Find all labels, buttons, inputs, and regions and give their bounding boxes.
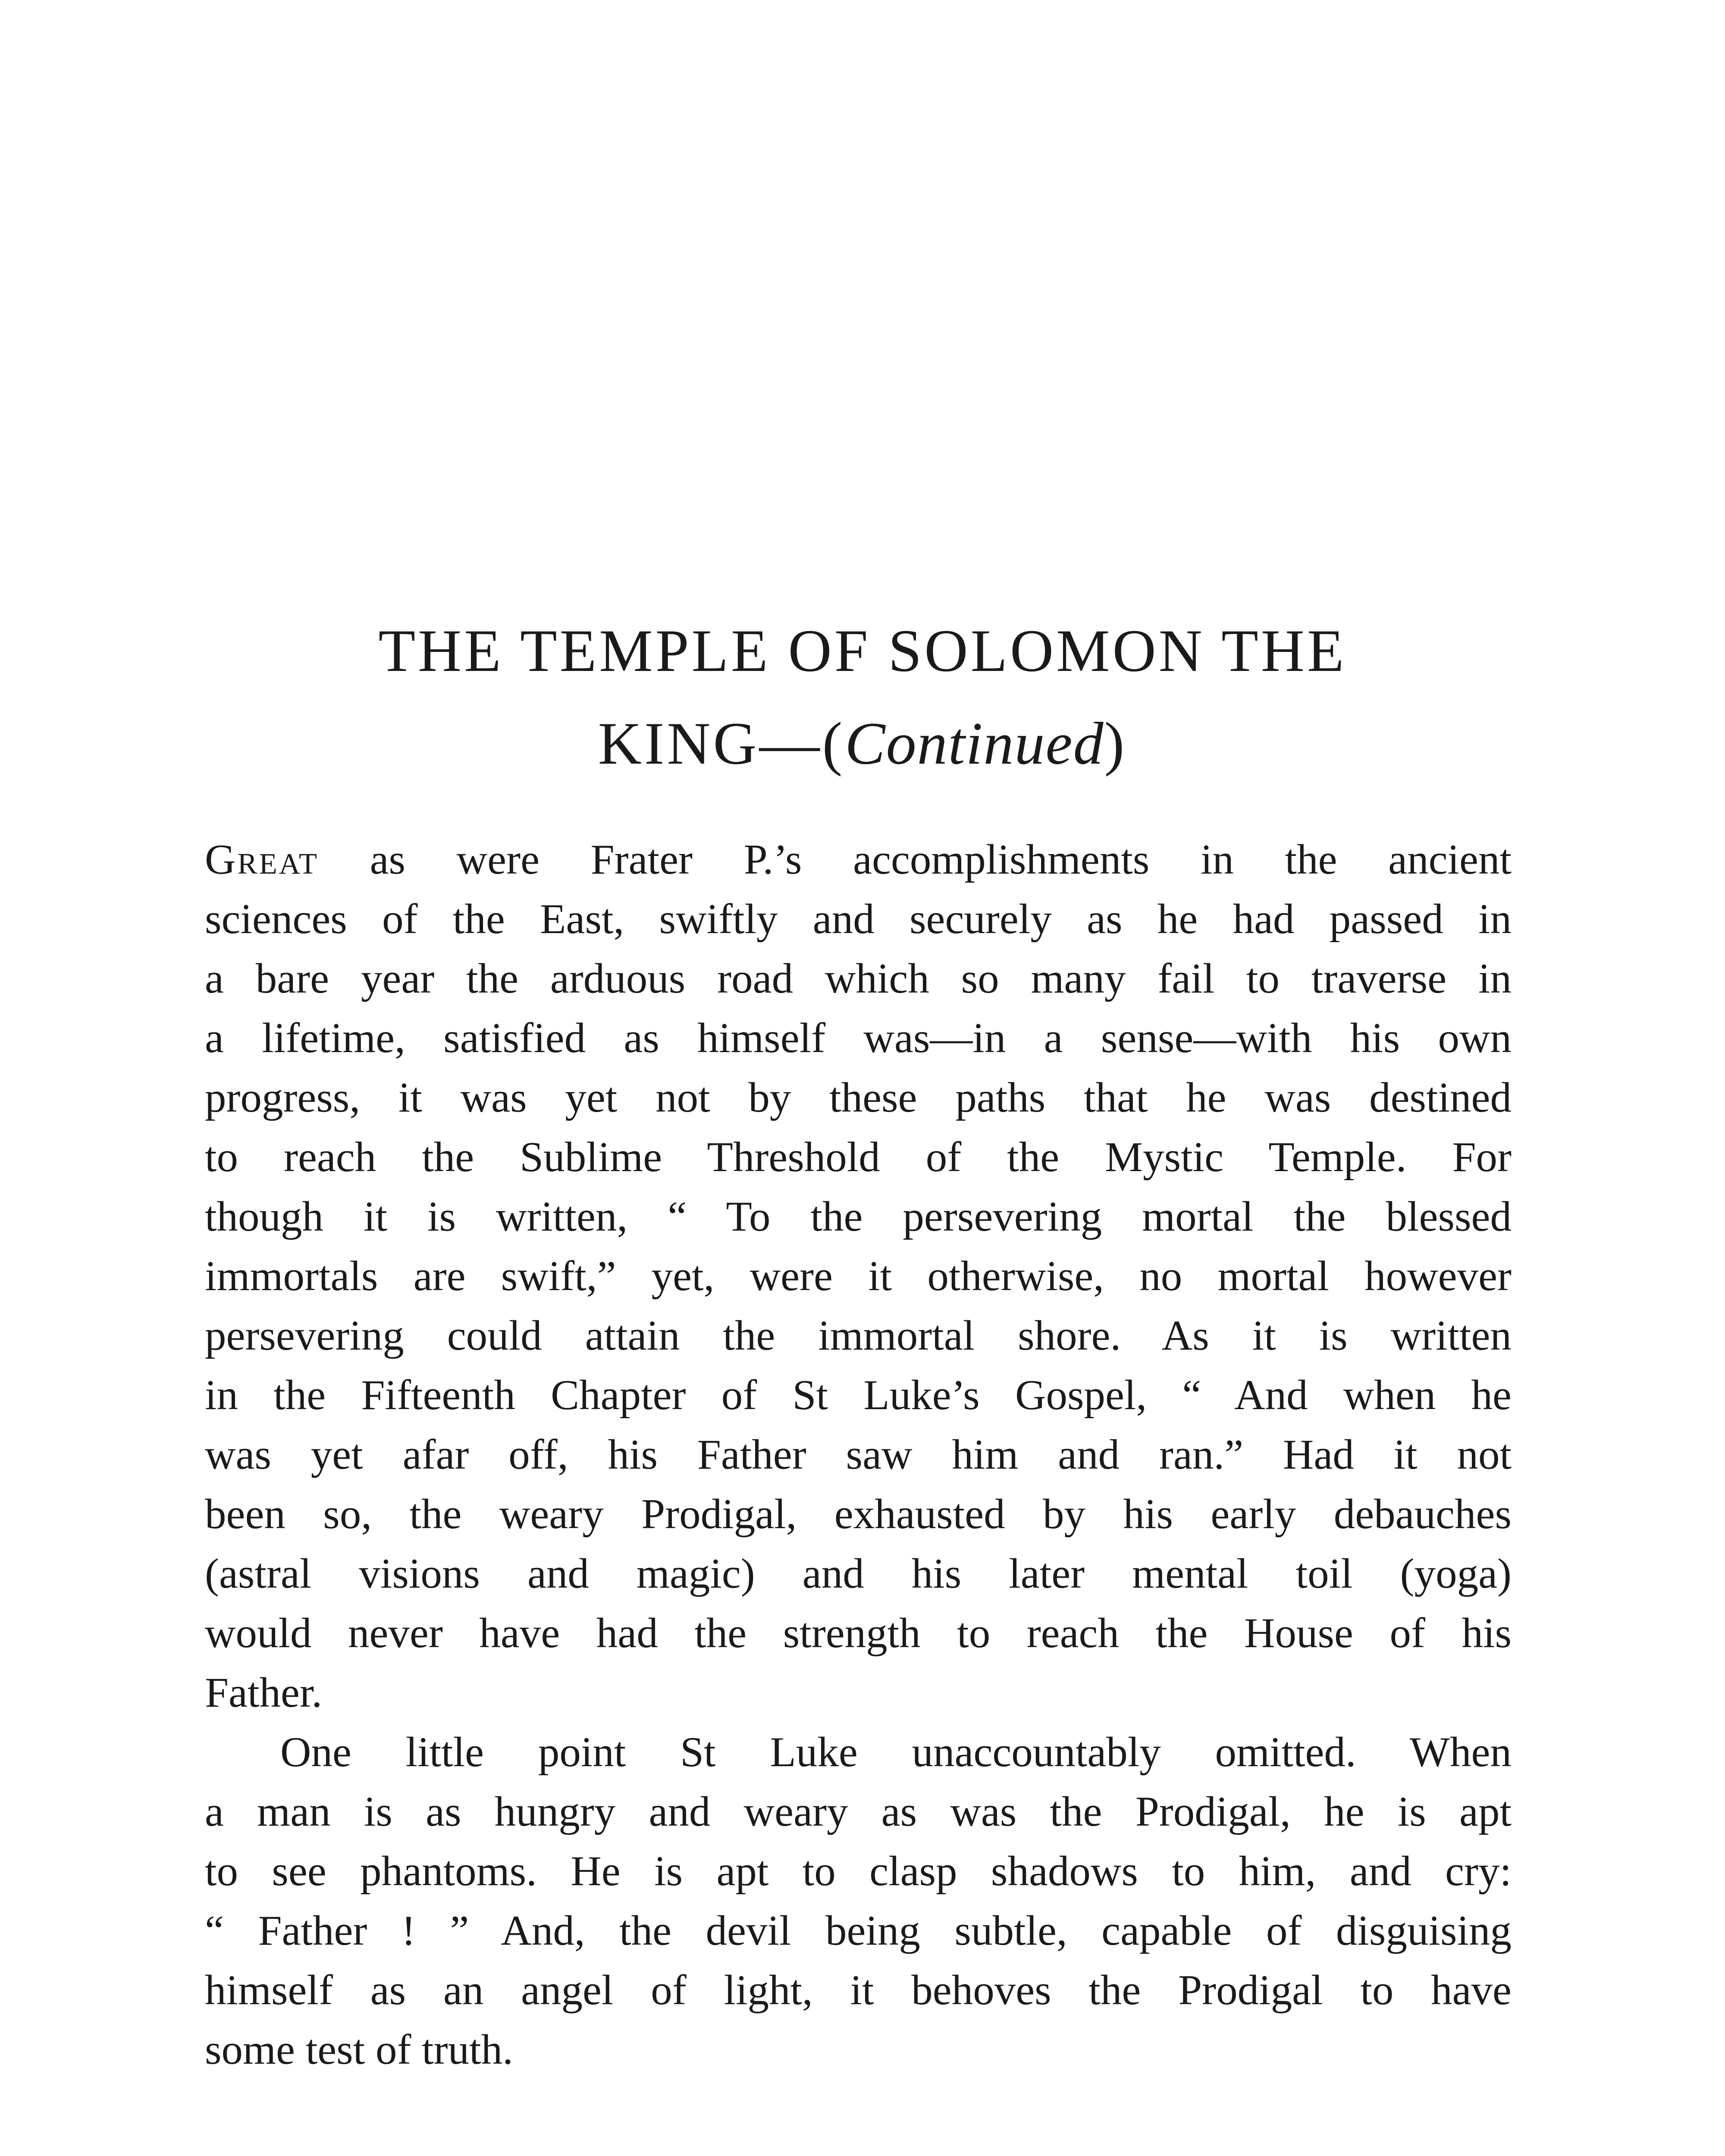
paragraph-1-line: Father. (205, 1669, 323, 1716)
paragraph-2-line: “ Father ! ” And, the devil being subtle, capable of disguising (205, 1907, 1512, 1954)
paragraph-1-line: been so, the weary Prodigal, exhausted by his early debauches (205, 1491, 1512, 1538)
chapter-title-close-paren: ) (1104, 710, 1127, 777)
paragraph-1-line: a lifetime, satisfied as himself was—in a sense—with his own (205, 1015, 1512, 1062)
paragraph-1-line: a bare year the arduous road which so many fail to traverse in (205, 955, 1512, 1002)
paragraph-1-line: progress, it was yet not by these paths that he was destined (205, 1074, 1512, 1121)
paragraph-2-line: some test of truth. (205, 2026, 513, 2073)
chapter-title-continued: Continued (845, 710, 1104, 777)
paragraph-1-line: though it is written, “ To the persevering mortal the blessed (205, 1193, 1512, 1240)
paragraph-1-line: was yet afar off, his Father saw him and ran.” Had it not (205, 1431, 1512, 1478)
paragraph-1-line (205, 830, 1512, 890)
chapter-title-line-1: THE TEMPLE OF SOLOMON THE (378, 617, 1347, 684)
paragraph-1-line: to reach the Sublime Threshold of the Mystic Temple. For (205, 1134, 1512, 1181)
chapter-title-king: KING—( (598, 710, 845, 777)
paragraph-1-line-text: as were Frater P.’s accomplishments in the ancient (319, 836, 1512, 883)
paragraph-1-line: sciences of the East, swiftly and securely as he had passed in (205, 896, 1512, 943)
paragraph-1-line: immortals are swift,” yet, were it otherwise, no mortal however (205, 1253, 1512, 1300)
paragraph-1-line: would never have had the strength to reach the House of his (205, 1610, 1512, 1657)
chapter-title-line-2 (203, 710, 1522, 777)
paragraph-2-line: to see phantoms. He is apt to clasp shadows to him, and cry: (205, 1848, 1512, 1895)
paragraph-1-line: (astral visions and magic) and his later mental toil (yoga) (205, 1550, 1512, 1597)
body-text (205, 830, 1512, 2080)
paragraph-2-line: himself as an angel of light, it behoves the Prodigal to have (205, 1967, 1512, 2014)
paragraph-2-line: One little point St Luke unaccountably omitted. When (280, 1729, 1512, 1776)
paragraph-1-line: persevering could attain the immortal shore. As it is written (205, 1312, 1512, 1359)
paragraph-1-line: in the Fifteenth Chapter of St Luke’s Gospel, “ And when he (205, 1372, 1512, 1419)
paragraph-2-line: a man is as hungry and weary as was the Prodigal, he is apt (205, 1788, 1512, 1835)
paragraph-1-opening-word: Great (205, 836, 319, 883)
